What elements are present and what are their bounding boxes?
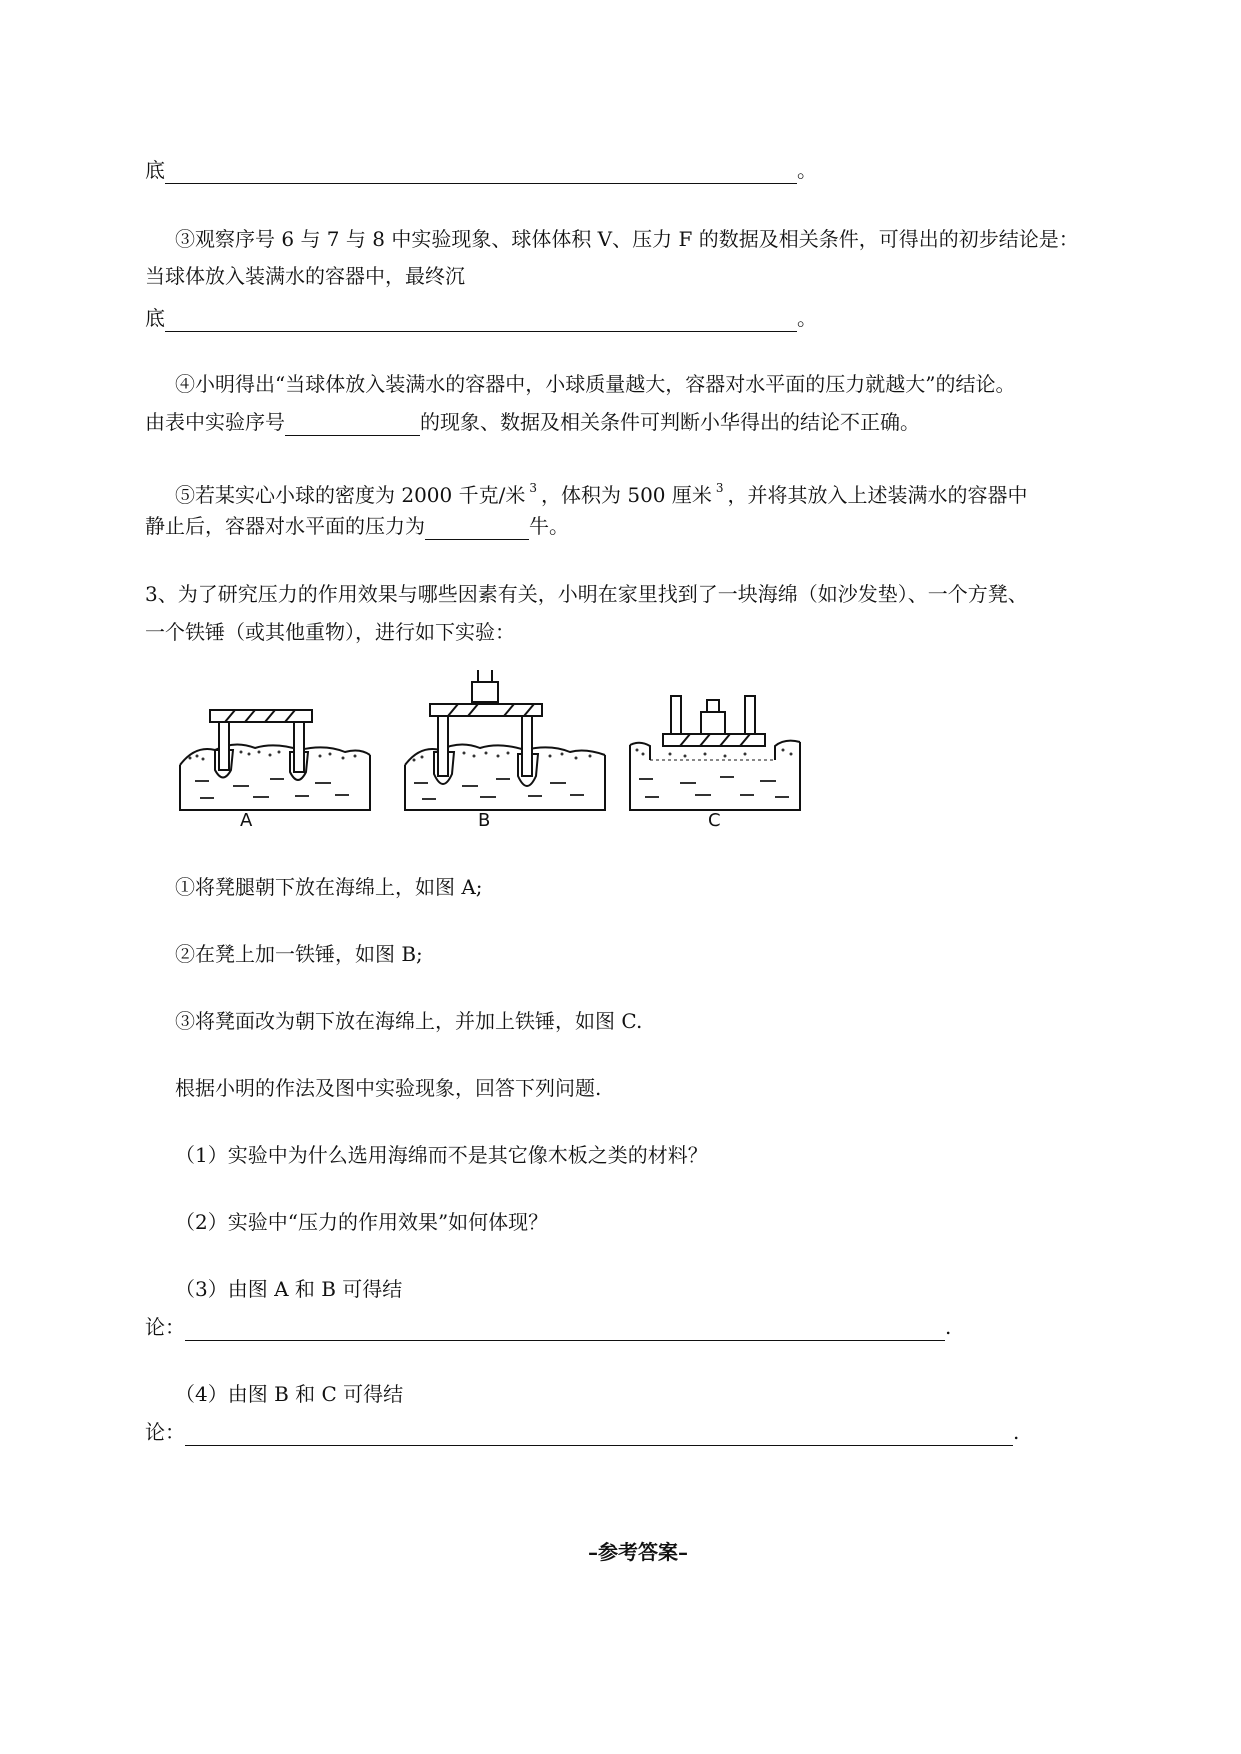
figure-b-stool-with-hammer — [400, 670, 610, 820]
text-suffix: 的现象、数据及相关条件可判断小华得出的结论不正确。 — [420, 410, 920, 434]
figure-a-label: A — [240, 810, 253, 831]
text-suffix: 。 — [797, 306, 817, 330]
q3-question-4-answer-line — [145, 1418, 1019, 1446]
q2-sub2-answer-line — [145, 156, 817, 184]
superscript-cube: 3 — [529, 481, 537, 495]
q3-question-1: （1）实验中为什么选用海绵而不是其它像木板之类的材料？ — [175, 1143, 708, 1167]
text-prefix: 底 — [145, 306, 165, 330]
figure-c-label: C — [708, 810, 721, 831]
text-prefix: 由表中实验序号 — [145, 410, 285, 434]
figure-a-stool-legs-down — [175, 670, 375, 820]
text-prefix: 底 — [145, 158, 165, 182]
answer-blank[interactable] — [285, 413, 420, 436]
figure-c-stool-inverted — [625, 670, 805, 820]
q3-question-4: （4）由图 B 和 C 可得结 — [175, 1382, 404, 1406]
q2-sub3-line1: ③观察序号 6 与 7 与 8 中实验现象、球体体积 V、压力 F 的数据及相关条件，可得出的初步结论是： — [175, 227, 1079, 251]
answer-blank[interactable] — [165, 309, 797, 332]
answer-blank[interactable] — [185, 1318, 945, 1341]
q3-step-1: ①将凳腿朝下放在海绵上，如图 A; — [175, 875, 483, 899]
text-b: ，体积为 500 厘米 — [541, 483, 712, 507]
q3-step-3: ③将凳面改为朝下放在海绵上，并加上铁锤，如图 C. — [175, 1009, 643, 1033]
text-prefix: 论： — [145, 1315, 185, 1339]
q2-sub4-line2 — [145, 408, 920, 436]
text-suffix: . — [945, 1315, 952, 1339]
text-prefix: 静止后，容器对水平面的压力为 — [145, 514, 425, 538]
text-suffix: 牛。 — [529, 514, 569, 538]
q3-question-3: （3）由图 A 和 B 可得结 — [175, 1277, 403, 1301]
q2-sub5-line1 — [175, 474, 1028, 509]
figure-b-label: B — [478, 810, 491, 831]
answer-blank[interactable] — [185, 1423, 1013, 1446]
q3-question-3-answer-line — [145, 1313, 951, 1341]
superscript-cube: 3 — [715, 481, 724, 495]
text-c: ，并将其放入上述装满水的容器中 — [727, 483, 1028, 507]
q3-prompt: 根据小明的作法及图中实验现象，回答下列问题. — [175, 1076, 602, 1100]
q2-sub3-answer-line — [145, 304, 817, 332]
q3-intro-line2: 一个铁锤（或其他重物），进行如下实验： — [145, 620, 515, 644]
text-prefix: 论： — [145, 1420, 185, 1444]
answer-blank[interactable] — [165, 161, 797, 184]
text-suffix: 。 — [797, 158, 817, 182]
answer-section-title: –参考答案– — [588, 1540, 688, 1564]
text-a: ⑤若某实心小球的密度为 2000 千克/米 — [175, 483, 526, 507]
q3-step-2: ②在凳上加一铁锤，如图 B; — [175, 942, 423, 966]
text-suffix: . — [1013, 1420, 1020, 1444]
q2-sub4-line1: ④小明得出“当球体放入装满水的容器中，小球质量越大，容器对水平面的压力就越大”的结论。 — [175, 372, 1016, 396]
q3-intro-line1: 3、为了研究压力的作用效果与哪些因素有关，小明在家里找到了一块海绵（如沙发垫）、一个方凳、 — [145, 582, 1028, 606]
q2-sub3-line2: 当球体放入装满水的容器中，最终沉 — [145, 264, 465, 288]
q2-sub5-line2 — [145, 512, 569, 540]
answer-blank[interactable] — [425, 517, 529, 540]
q3-question-2: （2）实验中“压力的作用效果”如何体现？ — [175, 1210, 549, 1234]
